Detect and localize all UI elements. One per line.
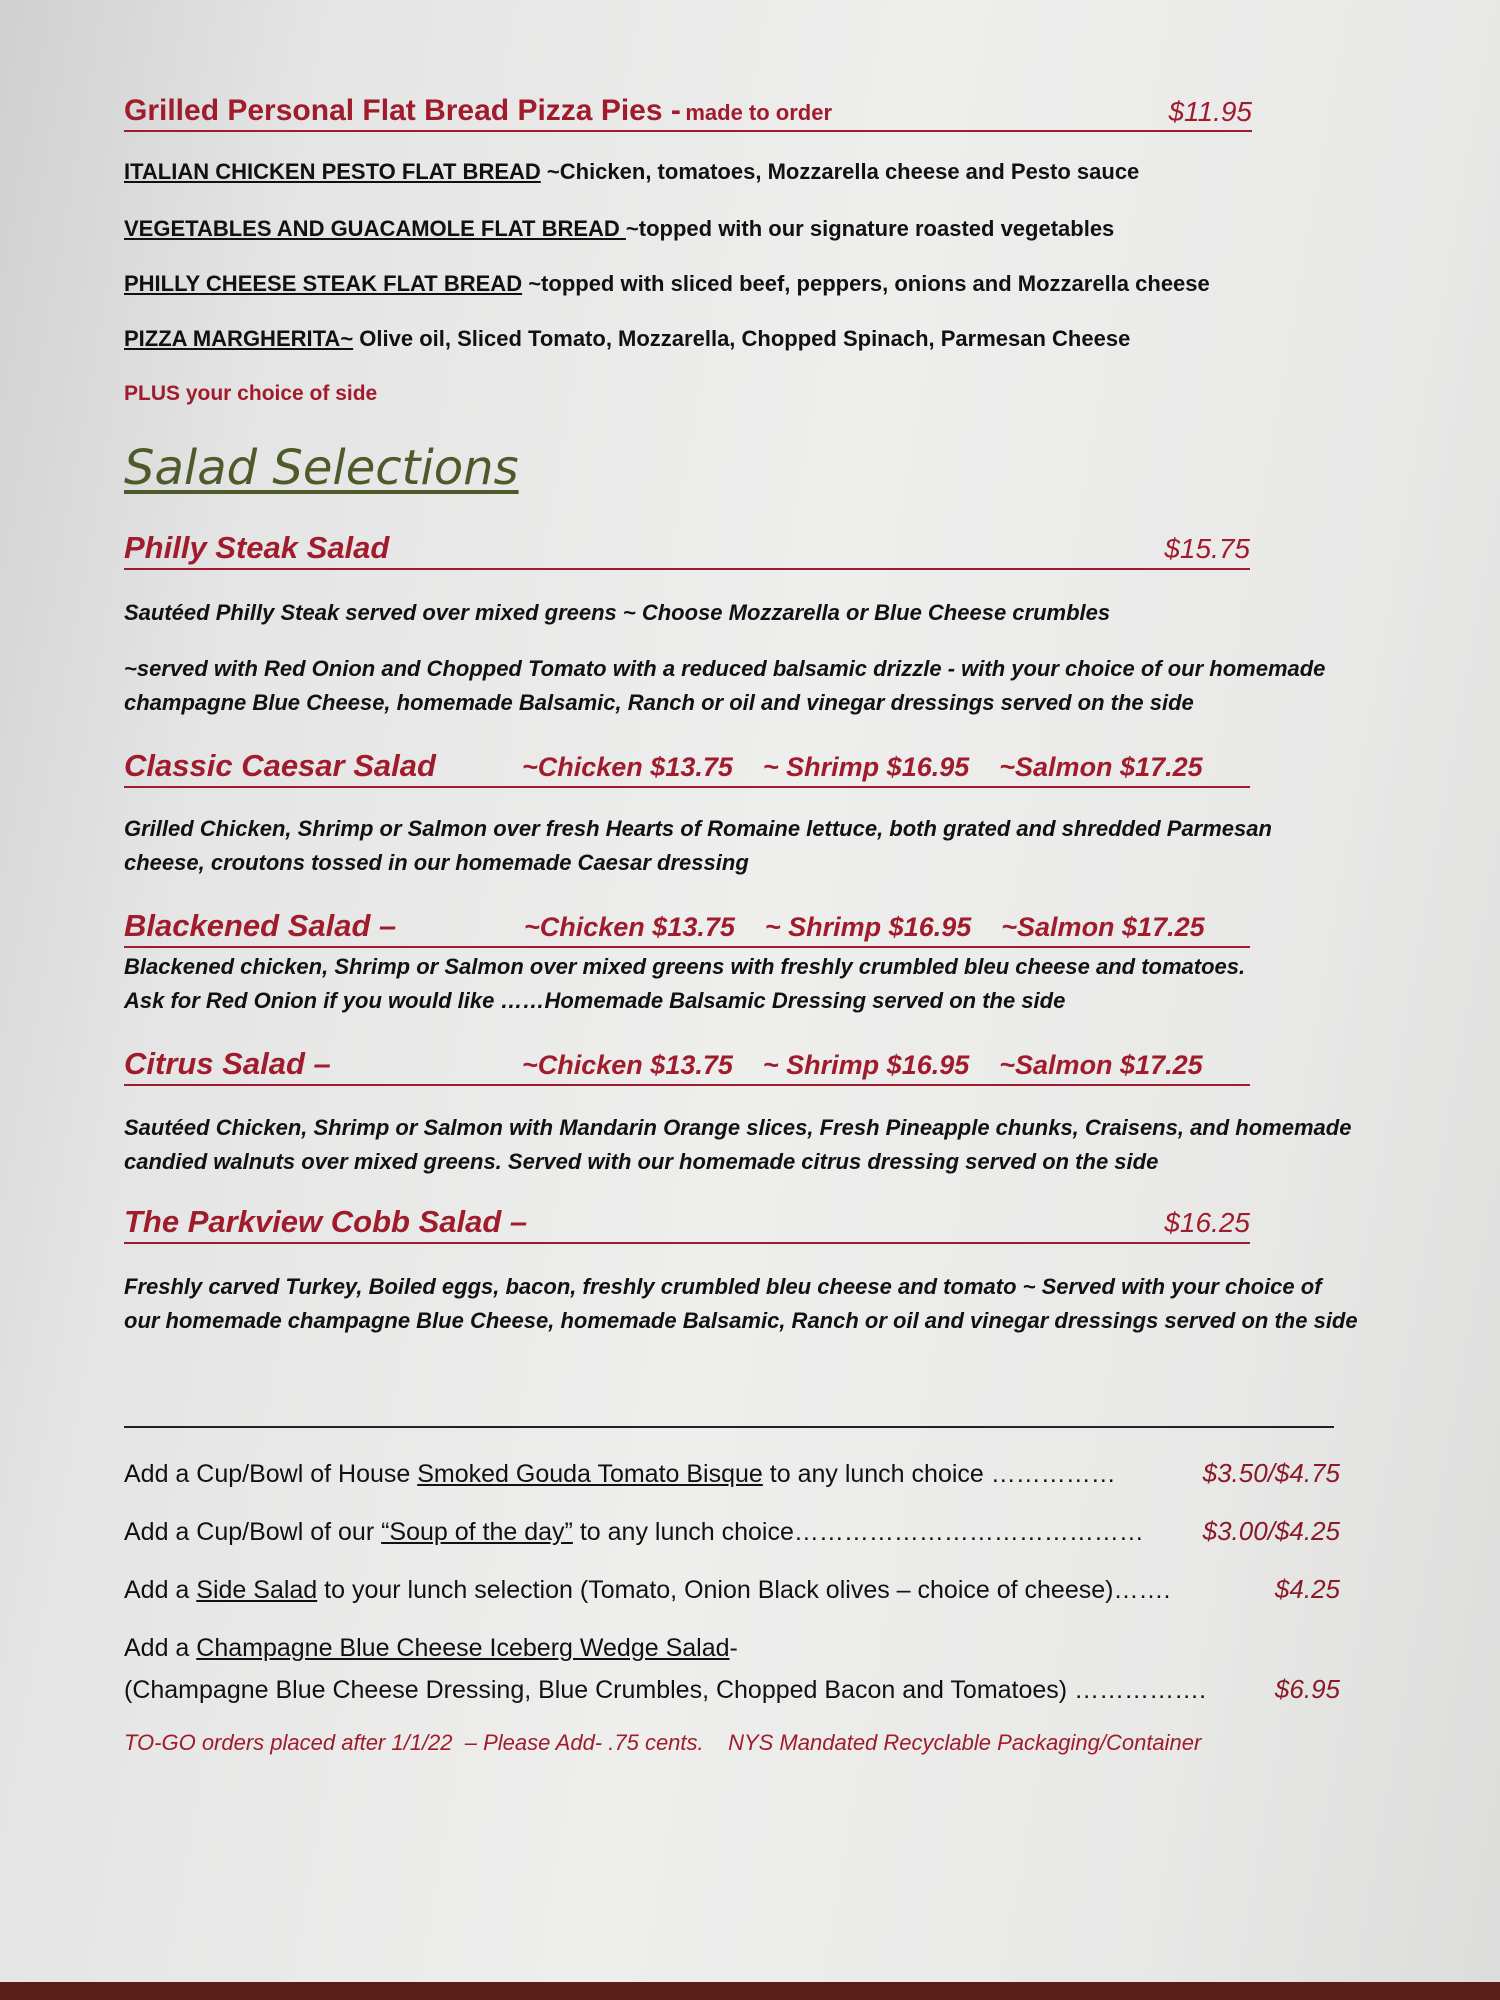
pizza-item (124, 269, 1210, 299)
shrimp-price: ~ Shrimp $16.95 (764, 912, 972, 942)
togo-footnote: TO-GO orders placed after 1/1/22 – Please Add- .75 cents. NYS Mandated Recyclable Packaging/Container (124, 1730, 1202, 1755)
addon-wedge-line1 (124, 1634, 738, 1663)
pizza-item-desc: ~topped with our signature roasted vegetables (625, 216, 1115, 241)
salad-name: Philly Steak Salad (124, 530, 390, 565)
salad-name: The Parkview Cobb Salad – (124, 1204, 528, 1239)
salad-header-cobb (124, 1202, 1250, 1244)
addon-price: $3.50/$4.75 (1202, 1458, 1340, 1488)
salad-description: Grilled Chicken, Shrimp or Salmon over fresh Hearts of Romaine lettuce, both grated and shredded Parmesan cheese, croutons tossed in our homemade Caesar dressing (124, 816, 1272, 875)
pizza-price: $11.95 (1168, 96, 1252, 127)
salad-price: $15.75 (1164, 533, 1250, 564)
salad-price: $16.25 (1164, 1207, 1250, 1238)
pizza-title: Grilled Personal Flat Bread Pizza Pies - (124, 94, 681, 127)
shrimp-price: ~ Shrimp $16.95 (762, 1050, 970, 1080)
addon-soup (124, 1516, 1340, 1547)
divider (124, 1426, 1334, 1428)
salmon-price: ~Salmon $17.25 (999, 752, 1203, 782)
pizza-title-group (124, 92, 832, 130)
salad-name: Classic Caesar Salad (124, 748, 436, 783)
addon-pre: Add a Cup/Bowl of House (124, 1460, 418, 1488)
addon-price: $6.95 (1274, 1674, 1340, 1704)
addon-text (124, 1576, 1170, 1605)
salad-header-philly (124, 528, 1250, 570)
pizza-item-name: PHILLY CHEESE STEAK FLAT BREAD (124, 271, 523, 296)
salad-name: Citrus Salad – (124, 1046, 331, 1081)
addon-text: (Champagne Blue Cheese Dressing, Blue Crumbles, Chopped Bacon and Tomatoes) ……………. (124, 1676, 1207, 1704)
salad-description: ~served with Red Onion and Chopped Tomato with a reduced balsamic drizzle - with your choice of our homemade champagne Blue Cheese, homemade Balsamic, Ranch or oil and vinegar dressings served on the side (124, 656, 1326, 715)
addon-link: Side Salad (196, 1576, 318, 1604)
section-title: Salad Selections (124, 440, 519, 496)
addon-text (124, 1518, 1144, 1547)
addon-price: $3.00/$4.25 (1202, 1516, 1340, 1546)
salad-prices (522, 1046, 1203, 1084)
salad-description: Blackened chicken, Shrimp or Salmon over mixed greens with freshly crumbled bleu cheese and tomatoes. (124, 954, 1246, 979)
addon-link: Champagne Blue Cheese Iceberg Wedge Salad (196, 1634, 730, 1662)
salad-prices (522, 748, 1203, 786)
addon-post: to any lunch choice…………………………………… (572, 1518, 1144, 1546)
pizza-item (124, 214, 1114, 244)
shrimp-price: ~ Shrimp $16.95 (762, 752, 970, 782)
addon-bisque (124, 1458, 1340, 1489)
salmon-price: ~Salmon $17.25 (999, 1050, 1203, 1080)
side-note: PLUS your choice of side (124, 382, 378, 405)
addon-post: to your lunch selection (Tomato, Onion Black olives – choice of cheese)……. (317, 1576, 1171, 1604)
pizza-item-name: VEGETABLES AND GUACAMOLE FLAT BREAD (124, 216, 626, 241)
salad-header-caesar (124, 746, 1250, 788)
pizza-item (124, 324, 1130, 354)
salad-description: Ask for Red Onion if you would like ……Homemade Balsamic Dressing served on the side (124, 988, 1066, 1013)
addon-text (124, 1460, 1116, 1489)
addon-post: - (729, 1634, 738, 1662)
addon-side-salad (124, 1574, 1340, 1605)
pizza-header (124, 92, 1252, 132)
addon-post: to any lunch choice …………… (762, 1460, 1116, 1488)
pizza-item-desc: ~Chicken, tomatoes, Mozzarella cheese and Pesto sauce (540, 159, 1140, 184)
addon-pre: Add a (124, 1576, 197, 1604)
salad-prices (524, 908, 1205, 946)
salad-header-blackened (124, 906, 1250, 948)
pizza-item (124, 157, 1139, 187)
salad-description: Sautéed Philly Steak served over mixed greens ~ Choose Mozzarella or Blue Cheese crumbles (124, 600, 1111, 625)
chicken-price: ~Chicken $13.75 (522, 752, 733, 782)
salad-description: Freshly carved Turkey, Boiled eggs, bacon, freshly crumbled bleu cheese and tomato ~ Served with your choice of our homemade champagne Blue Cheese, homemade Balsamic, Ranch or oil and vinegar dressings served on the side (124, 1274, 1358, 1333)
addon-price: $4.25 (1274, 1574, 1340, 1604)
salad-name: Blackened Salad – (124, 908, 397, 943)
salmon-price: ~Salmon $17.25 (1001, 912, 1205, 942)
pizza-item-name: ITALIAN CHICKEN PESTO FLAT BREAD (124, 159, 541, 184)
addon-link: Smoked Gouda Tomato Bisque (417, 1460, 763, 1488)
addon-link: “Soup of the day” (381, 1518, 573, 1546)
pizza-item-desc: Olive oil, Sliced Tomato, Mozzarella, Chopped Spinach, Parmesan Cheese (353, 326, 1131, 351)
addon-pre: Add a Cup/Bowl of our (124, 1518, 382, 1546)
table-edge (0, 1982, 1500, 2000)
salad-header-citrus (124, 1044, 1250, 1086)
pizza-item-desc: ~topped with sliced beef, peppers, onions and Mozzarella cheese (522, 271, 1210, 296)
salad-description: Sautéed Chicken, Shrimp or Salmon with Mandarin Orange slices, Fresh Pineapple chunks, Craisens, and homemade candied walnuts over mixed greens. Served with our homemade citrus dressing served on the side (124, 1115, 1352, 1174)
chicken-price: ~Chicken $13.75 (522, 1050, 733, 1080)
chicken-price: ~Chicken $13.75 (524, 912, 735, 942)
pizza-subtitle: made to order (685, 100, 833, 125)
addon-wedge-line2 (124, 1674, 1340, 1705)
addon-pre: Add a (124, 1634, 197, 1662)
pizza-item-name: PIZZA MARGHERITA~ (124, 326, 354, 351)
